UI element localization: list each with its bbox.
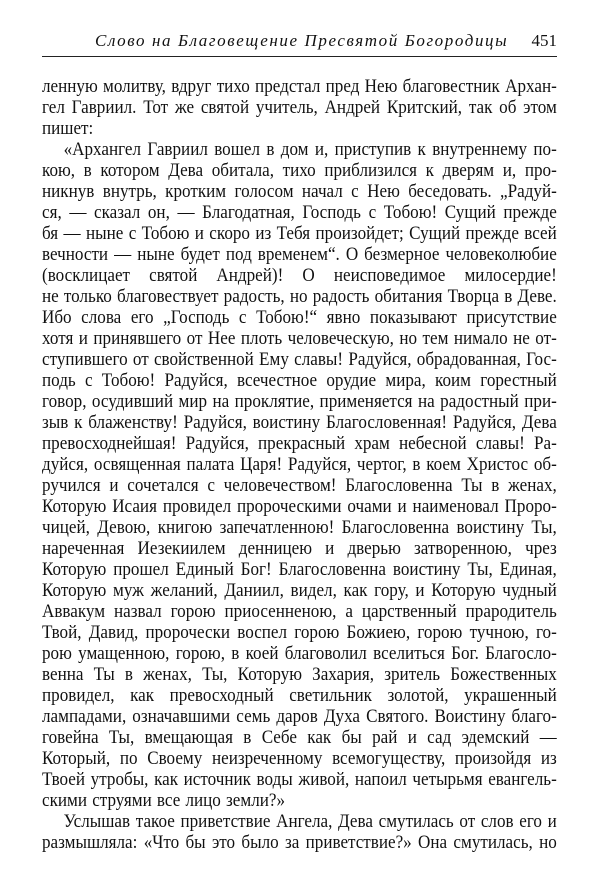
text-line: чицей, Девою, книгою запечатленною! Благословенна воистину Ты, [42, 517, 557, 538]
text-line: подь с Тобою! Радуйся, всечестное орудие мира, коим горестный [42, 370, 557, 391]
text-line: Твой, Давид, пророчески воспел горою Божиею, горою тучною, го- [42, 622, 557, 643]
running-title: Слово на Благовещение Пресвятой Богородицы [95, 31, 509, 50]
text-line: Которую Исаия провидел пророческими очами и наименовал Проро- [42, 496, 557, 517]
paragraph-start-line: Услышав такое приветствие Ангела, Дева смутилась от слов его и [63, 811, 557, 832]
text-line: хотя и принявшего от Нее плоть человеческую, но тем нимало не от- [42, 328, 557, 349]
text-line: бя — ныне с Тобою и скоро из Тебя произойдет; Сущий прежде всей [42, 223, 557, 244]
text-line: Аввакум назвал горою приосенненою, а царственный прародитель [42, 601, 557, 622]
paragraph-start-line: «Архангел Гавриил вошел в дом и, приступив к внутреннему по- [63, 139, 557, 160]
text-line: пишет: [42, 118, 94, 139]
text-line: провидел, как превосходный светильник золотой, украшенный [42, 685, 557, 706]
text-line: Которую прошел Единый Бог! Благословенна воистину Ты, Единая, [42, 559, 557, 580]
text-line: ленную молитву, вдруг тихо предстал пред Нею благовестник Архан- [42, 76, 557, 97]
body-text [42, 76, 557, 853]
text-line: размышляла: «Что бы это было за приветствие?» Она смутилась, но [42, 832, 557, 853]
text-line: нареченная Иезекиилем денницею и дверью затворенною, чрез [42, 538, 557, 559]
text-line: кою, в котором Дева обитала, тихо приблизился к дверям и, про- [42, 160, 557, 181]
text-line: венна Ты в женах, Ты, Которую Захария, зритель Божественных [42, 664, 557, 685]
text-line: вечности — ныне будет под временем“. О безмерное человеколюбие [42, 244, 557, 265]
text-line: Которую муж желаний, Даниил, видел, как гору, и Которую чудный [42, 580, 557, 601]
text-line: Твоей утробы, как источник воды живой, напоил четырьмя евангель- [42, 769, 557, 790]
text-line: ся, — сказал он, — Благодатная, Господь с Тобою! Сущий прежде [42, 202, 557, 223]
text-line: скими струями все лицо земли?» [42, 790, 286, 811]
text-line: говор, осудивший мир на проклятие, применяется на радостный при- [42, 391, 557, 412]
text-line: превосходнейшая! Радуйся, прекрасный храм небесной славы! Ра- [42, 433, 557, 454]
text-line: Ибо слова его „Господь с Тобою!“ явно показывают присутствие [42, 307, 557, 328]
text-line: никнув внутрь, кротким голосом начал с Нею беседовать. „Радуй- [42, 181, 557, 202]
text-line: лампадами, означавшими семь даров Духа Святого. Воистину благо- [42, 706, 557, 727]
text-line: говейна Ты, вмещающая в Себе как бы рай и сад эдемский — [42, 727, 557, 748]
text-line: ступившего от свойственной Ему славы! Радуйся, обрадованная, Гос- [42, 349, 557, 370]
page-number: 451 [531, 31, 557, 50]
text-line: гел Гавриил. Тот же святой учитель, Андрей Критский, так об этом [42, 97, 557, 118]
running-header [42, 28, 557, 57]
text-line: не только благовествует радость, но радость обитания Творца в Деве. [42, 286, 557, 307]
text-line: (восклицает святой Андрей)! О неисповедимое милосердие! [42, 265, 557, 286]
text-line: Который, по Своему неизреченному всемогуществу, произойдя из [42, 748, 557, 769]
text-line: рою умащенною, горою, в коей благоволил вселиться Бог. Благосло- [42, 643, 557, 664]
text-line: дуйся, освященная палата Царя! Радуйся, чертог, в коем Христос об- [42, 454, 557, 475]
text-line: ручился и сочетался с человечеством! Благословенна Ты в женах, [42, 475, 557, 496]
text-line: зыв к блаженству! Радуйся, воистину Благословенная! Радуйся, Дева [42, 412, 557, 433]
